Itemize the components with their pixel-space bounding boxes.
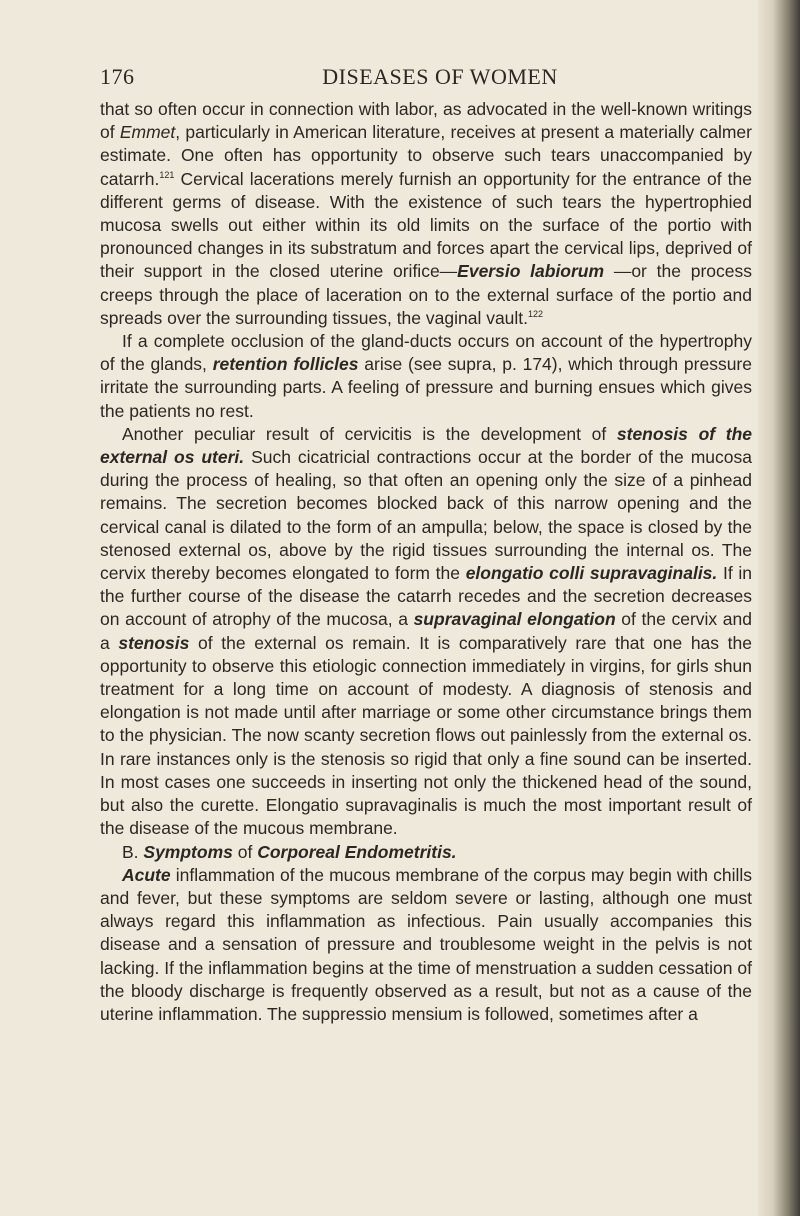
- text-run: of the cervix and a: [100, 609, 752, 653]
- text-run: If a complete occlusion of the gland-ducts occurs on account of the hypertrophy of the glands,: [100, 331, 752, 375]
- text-run: B.: [122, 841, 144, 862]
- paragraph: [100, 423, 752, 841]
- paragraph: [100, 864, 752, 1026]
- emphasis-term: supravaginal elongation: [413, 609, 616, 630]
- body-text: [100, 98, 752, 1026]
- footnote-reference: 121: [159, 169, 175, 180]
- text-run: Cervical lacerations merely furnish an opportunity for the entrance of the different germs of disease. With the existence of such tears the hypertrophied mucosa swells out either within its old limits on the surface of the portio with pronounced changes in its substratum and forces apart the cervical lips, deprived of their support in the closed uterine orifice—: [100, 168, 752, 282]
- text-run: , particularly in American literature, receives at present a materially calmer estimate. One often has opportunity to observe such tears unaccompanied by catarrh.: [100, 122, 752, 189]
- emphasis-term: retention follicles: [212, 354, 359, 375]
- page-number: 176: [100, 64, 135, 89]
- paragraph: [100, 330, 752, 423]
- text-run: —or the process creeps through the place of laceration on to the external surface of the portio and spreads over the surrounding tissues, the vaginal vault.: [100, 261, 752, 328]
- emphasis-term: Acute: [122, 864, 171, 885]
- running-title: DISEASES OF WOMEN: [322, 64, 558, 89]
- text-run: inflammation of the mucous membrane of the corpus may begin with chills and fever, but these symptoms are seldom severe or lasting, although one must always regard this inflammation as infectious. Pain usually accompanies this disease and a sensation of pressure and troublesome weight in the pelvis is not lacking. If the inflammation begins at the time of menstruation a sudden cessation of the bloody discharge is frequently observed as a result, but not as a cause of the uterine inflammation. The suppressio mensium is followed, sometimes after a: [100, 864, 752, 1024]
- text-run: If in the further course of the disease the catarrh recedes and the secretion decreases on account of atrophy of the mucosa, a: [100, 563, 753, 630]
- paragraph: [100, 841, 752, 864]
- emphasis-term: stenosis of the external os uteri.: [100, 423, 753, 468]
- footnote-reference: 122: [528, 309, 544, 319]
- emphasis-term: Eversio labiorum: [457, 261, 605, 282]
- text-run: of the external os remain. It is comparatively rare that one has the opportunity to observe this etiologic connection immediately in virgins, for girls shun treatment for a long time on account of modesty. A diagnosis of stenosis and elongation is not made until after marriage or some other circumstance brings them to the physician. The now scanty secretion flows out painlessly from the external os. In rare instances only is the stenosis so rigid that only a fine sound can be inserted. In most cases one succeeds in inserting not only the thickened head of the sound, but also the curette. Elongatio supravaginalis is much the most important result of the disease of the mucous membrane.: [100, 632, 752, 839]
- emphasis-term: Corporeal Endometritis.: [257, 841, 457, 862]
- text-run: arise (see supra, p. 174), which through pressure irritate the surrounding parts. A feeling of pressure and burning ensues which gives the patients no rest.: [100, 354, 752, 421]
- text-run: that so often occur in connection with labor, as advocated in the well-known writings of: [100, 99, 752, 143]
- page-binding-shadow: [758, 0, 800, 1216]
- page-header: [0, 64, 800, 94]
- text-run: Such cicatricial contractions occur at the border of the mucosa during the process of healing, so that often an opening only the size of a pinhead remains. The secretion becomes blocked back of this narrow opening and the cervical canal is dilated to the form of an ampulla; below, the space is closed by the stenosed external os, above by the rigid tissues surrounding the internal os. The cervix thereby becomes elongated to form the: [100, 447, 752, 584]
- paragraph: [100, 98, 752, 330]
- italic-text: Emmet: [119, 122, 176, 143]
- emphasis-term: Symptoms: [143, 841, 233, 862]
- text-run: Another peculiar result of cervicitis is the development of: [122, 423, 617, 444]
- emphasis-term: elongatio colli supravaginalis.: [465, 563, 718, 584]
- emphasis-term: stenosis: [118, 632, 190, 653]
- text-run: of: [232, 841, 258, 862]
